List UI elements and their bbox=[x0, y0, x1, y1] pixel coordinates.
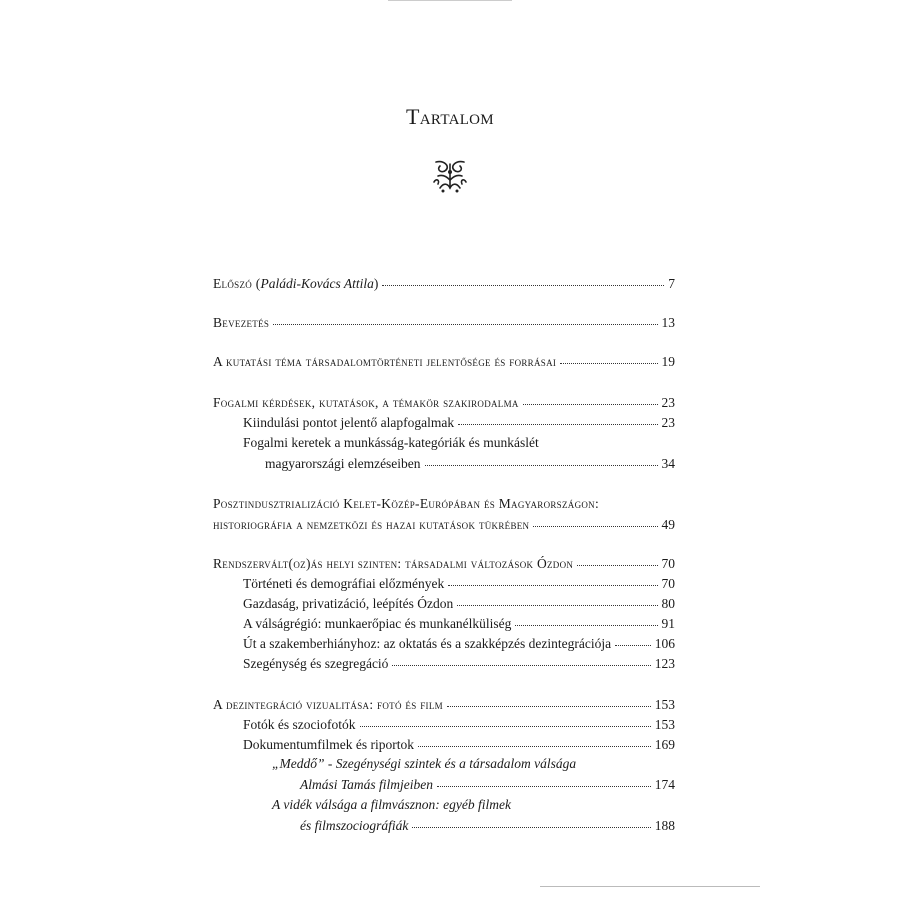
dot-leader bbox=[412, 815, 650, 828]
dot-leader bbox=[523, 392, 658, 405]
page-number: 169 bbox=[654, 737, 675, 753]
page-number: 19 bbox=[661, 354, 675, 370]
dot-leader bbox=[533, 514, 657, 527]
toc-entry: A kutatási téma társadalomtörténeti jelentősége és forrásai 19 bbox=[213, 353, 675, 370]
toc-subentry-line1: Fogalmi keretek a munkásság-kategóriák és munkáslét bbox=[243, 435, 539, 450]
page-number: 23 bbox=[661, 415, 675, 431]
dot-leader bbox=[457, 593, 657, 606]
toc-entry: Fogalmi kérdések, kutatások, a témakör szakirodalma 23 bbox=[213, 394, 675, 411]
toc-subsubentry-line1: A vidék válsága a filmvásznon: egyéb filmek bbox=[272, 797, 511, 812]
toc-subentry: A válságrégió: munkaerőpiac és munkanélküliség 91 bbox=[243, 615, 675, 632]
toc-entry: Előszó (Paládi-Kovács Attila) 7 bbox=[213, 275, 675, 292]
dot-leader bbox=[448, 573, 657, 586]
dot-leader bbox=[458, 412, 657, 425]
page-number: 70 bbox=[661, 576, 675, 592]
toc-subentry: Történeti és demográfiai előzmények 70 bbox=[243, 575, 675, 592]
toc-entry: Rendszervált(oz)ás helyi szinten: társadalmi változások Ózdon 70 bbox=[213, 555, 675, 572]
page-number: 70 bbox=[661, 556, 675, 572]
page-number: 13 bbox=[661, 315, 675, 331]
toc-subentry: magyarországi elemzéseiben 34 bbox=[265, 455, 675, 472]
page-number: 174 bbox=[654, 777, 675, 793]
bottom-edge-line bbox=[540, 886, 760, 887]
toc-entry: Bevezetés 13 bbox=[213, 314, 675, 331]
toc-subentry: Út a szakemberhiányhoz: az oktatás és a szakképzés dezintegrációja 106 bbox=[243, 635, 675, 652]
page-number: 7 bbox=[668, 276, 675, 292]
page-number: 34 bbox=[661, 456, 675, 472]
page-number: 106 bbox=[654, 636, 675, 652]
dot-leader bbox=[437, 774, 651, 787]
toc-subentry: Szegénység és szegregáció 123 bbox=[243, 655, 675, 672]
page-number: 80 bbox=[661, 596, 675, 612]
toc-subentry: Kiindulási pontot jelentő alapfogalmak 23 bbox=[243, 414, 675, 431]
dot-leader bbox=[382, 273, 664, 286]
toc-subentry: Fotók és szociofotók 153 bbox=[243, 716, 675, 733]
dot-leader bbox=[425, 453, 658, 466]
toc-subsubentry: Almási Tamás filmjeiben 174 bbox=[300, 776, 675, 793]
dot-leader bbox=[447, 694, 651, 707]
dot-leader bbox=[418, 734, 651, 747]
toc-entry: historiográfia a nemzetközi és hazai kutatások tükrében 49 bbox=[213, 516, 675, 533]
toc-subentry: Dokumentumfilmek és riportok 169 bbox=[243, 736, 675, 753]
toc-subsubentry: és filmszociográfiák 188 bbox=[300, 817, 675, 834]
page-number: 49 bbox=[661, 517, 675, 533]
dot-leader bbox=[360, 714, 651, 727]
toc-entry: A dezintegráció vizualitása: fotó és film 153 bbox=[213, 696, 675, 713]
dot-leader bbox=[577, 553, 657, 566]
page-number: 123 bbox=[654, 656, 675, 672]
toc-subentry: Gazdaság, privatizáció, leépítés Ózdon 80 bbox=[243, 595, 675, 612]
page-number: 91 bbox=[661, 616, 675, 632]
dot-leader bbox=[615, 633, 651, 646]
toc-subsubentry-line1: „Meddő” - Szegénységi szintek és a társadalom válsága bbox=[272, 756, 577, 771]
page-title: Tartalom bbox=[406, 104, 494, 129]
dot-leader bbox=[560, 351, 657, 364]
dot-leader bbox=[273, 312, 657, 325]
page-number: 153 bbox=[654, 697, 675, 713]
page-number: 188 bbox=[654, 818, 675, 834]
toc-entry-line1: Posztindusztrializáció Kelet-Közép-Európában és Magyarországon: bbox=[213, 496, 600, 511]
page-number: 153 bbox=[654, 717, 675, 733]
dot-leader bbox=[392, 653, 650, 666]
page-number: 23 bbox=[661, 395, 675, 411]
dot-leader bbox=[515, 613, 657, 626]
